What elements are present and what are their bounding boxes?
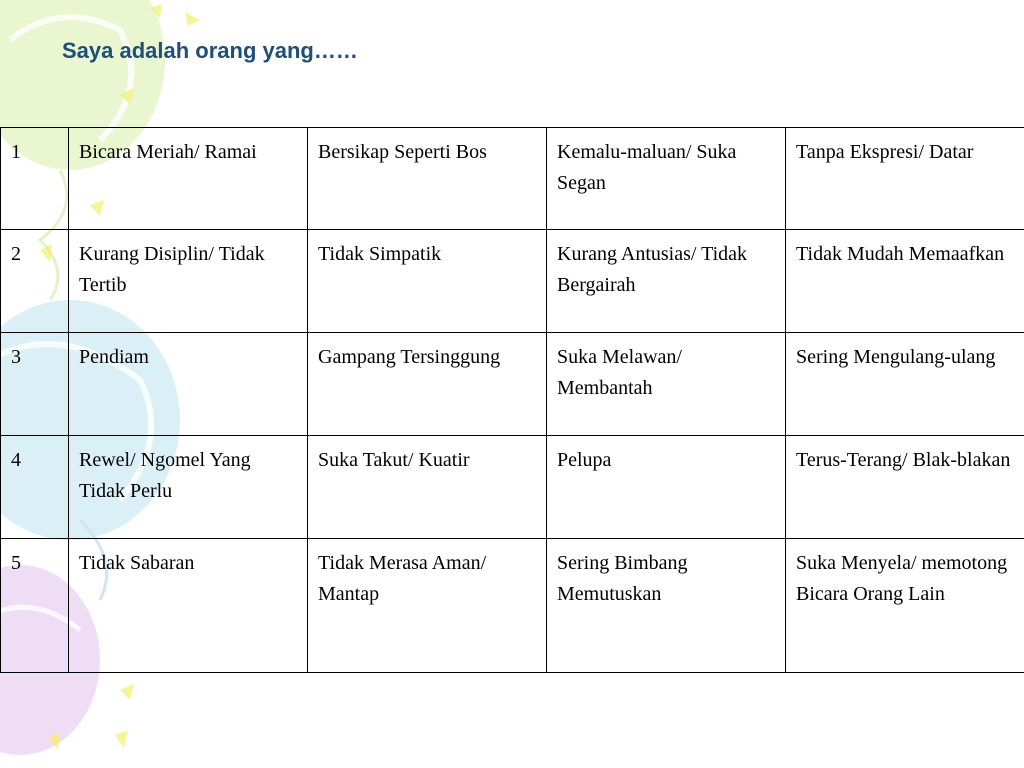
table-cell: Rewel/ Ngomel Yang Tidak Perlu xyxy=(69,436,308,539)
table-cell: Bersikap Seperti Bos xyxy=(308,128,547,230)
table-cell: Suka Takut/ Kuatir xyxy=(308,436,547,539)
table-cell: Sering Mengulang-ulang xyxy=(786,333,1024,436)
table-row xyxy=(1,333,1024,436)
row-number: 3 xyxy=(1,333,69,436)
table-cell: Tidak Sabaran xyxy=(69,539,308,673)
table-cell: Pendiam xyxy=(69,333,308,436)
table-cell: Sering Bimbang Memutuskan xyxy=(547,539,786,673)
table-cell: Tidak Mudah Memaafkan xyxy=(786,230,1024,333)
table-cell: Bicara Meriah/ Ramai xyxy=(69,128,308,230)
table-cell: Tidak Simpatik xyxy=(308,230,547,333)
traits-table xyxy=(0,127,1024,673)
table-cell: Terus-Terang/ Blak-blakan xyxy=(786,436,1024,539)
row-number: 1 xyxy=(1,128,69,230)
table-row xyxy=(1,128,1024,230)
table-row xyxy=(1,230,1024,333)
table-cell: Suka Melawan/ Membantah xyxy=(547,333,786,436)
table-cell: Tanpa Ekspresi/ Datar xyxy=(786,128,1024,230)
table-cell: Suka Menyela/ memotong Bicara Orang Lain xyxy=(786,539,1024,673)
table-cell: Kurang Antusias/ Tidak Bergairah xyxy=(547,230,786,333)
row-number: 4 xyxy=(1,436,69,539)
table-cell: Pelupa xyxy=(547,436,786,539)
row-number: 5 xyxy=(1,539,69,673)
table-cell: Kurang Disiplin/ Tidak Tertib xyxy=(69,230,308,333)
table-row xyxy=(1,539,1024,673)
table-row xyxy=(1,436,1024,539)
table-cell: Kemalu-maluan/ Suka Segan xyxy=(547,128,786,230)
slide-title: Saya adalah orang yang…… xyxy=(62,38,358,63)
table-cell: Gampang Tersinggung xyxy=(308,333,547,436)
table-cell: Tidak Merasa Aman/ Mantap xyxy=(308,539,547,673)
row-number: 2 xyxy=(1,230,69,333)
